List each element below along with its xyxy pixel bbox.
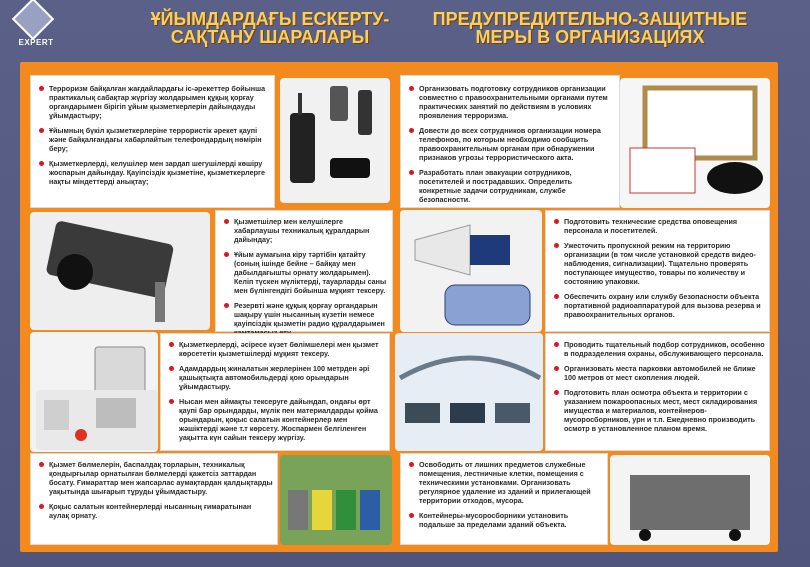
ru-item-2-1: Подготовить технические средства оповещения персонала и посетителей. [554,217,765,235]
kz-item-3-3: Нысан мен аймақты тексеруге дайындап, ондағы өрт қаупі бар орындарды, мүлік пен материалдарды қойма орындарын, қоқыс салатын контейнерлер мен жәшіктерді және т.т көрсету. Жоспармен белгіленген уақытта күн сайын тексеру жүргізу. [169,397,385,442]
kz-item-3-2: Адамдардың жиналатын жерлерінен 100 метрден әрі қашықтықта автомобильдерді қою орындарын ұйымдастыру. [169,364,385,391]
cctv-camera-illustration [30,212,210,330]
plan-frame-illustration [620,78,770,208]
logo-text: EXPERT [18,38,54,47]
camera-icon [30,212,210,330]
frame-icon [620,78,770,208]
megaphone-icon [400,210,542,332]
ru-item-1-3: Разработать план эвакуации сотрудников, посетителей и пострадавших. Определить конкретные задачи сотрудникам, службе безопасности. [409,168,615,204]
ru-item-4-1: Освободить от лишних предметов служебные помещения, лестничные клетки, помещения с техническими установками. Организовать регулярное удаление из зданий и прилегающей территории отходов, мусора. [409,460,603,505]
kz-item-2-3: Резервті және құқық қорғау органдарын шақыру үшін нысанның күзетін немесе қауіпсіздік қызметін радио құралдарымен [224,301,387,337]
ru-item-4-2: Контейнеры-мусоросборники установить подальше за пределами зданий объекта. [409,511,603,529]
kz-item-1-3: Қызметкерлерді, келушілер мен зардап шегушілерді көшіру жоспарын дайындау. Қауіпсіздік қызметіне, қызметкерлерге нақты міндеттерді анықтау; [39,159,269,186]
kz-panel-4 [30,453,278,545]
expert-logo [14,4,54,50]
kz-item-2-1: Қызметшілер мен келушілерге хабарлаушы техникалық құралдарын дайындау; [224,217,387,244]
kz-item-1-1: Терроризм байқалған жағдайлардағы іс-әрекеттер бойынша практикалық сабақтар жүргізу жолдарымен құқық қорғау органдарымен бірігіп ұйым қызметкерлерін дайындауды ұйымдастыру; [39,84,269,120]
alarm-devices-illustration [36,390,158,450]
kz-item-4-1: Қызмет бөлмелерін, баспалдақ торларын, техникалық қондырғылар орнатылған бөлмелерді қажетсіз заттардан босату. Ғимараттар мен жапсарлас аумақтардан қалдықтарды уақытында шығарып тұруды ұйымдастыру. [39,460,273,496]
dumpster-illustration [610,455,770,545]
ru-item-2-3: Обеспечить охрану или службу безопасности объекта портативной радиоаппаратурой для вызова резерва и правоохранительных органов. [554,292,765,319]
megaphone-illustration [400,210,542,332]
walkie-talkie-icon [280,78,390,203]
ru-item-1-2: Довести до всех сотрудников организации номера телефонов, по которым необходимо сообщить правоохранительным органам при обнаружении признаков угрозы террористического акта. [409,126,615,162]
kz-panel-1 [30,75,275,208]
carport-icon [395,333,543,451]
kz-item-3-1: Қызметкерлерді, әсіресе күзет бөлімшелері мен қызмет көрсететін қызметшілерді мұқият тексеру. [169,340,385,358]
ru-item-3-3: Подготовить план осмотра объекта и территории с указанием пожароопасных мест, мест складирования имущества и материалов, контейнеров-мусоросборников, урн и т.п. Ежедневно производить осмотр в установленное планом время. [554,388,765,433]
ru-panel-4 [400,453,608,545]
radio-phones-illustration [280,78,390,203]
kz-panel-3 [160,333,390,451]
bins-icon [280,455,392,545]
ru-panel-3 [545,333,770,451]
title-ru: ПРЕДУПРЕДИТЕЛЬНО-ЗАЩИТНЫЕ МЕРЫ В ОРГАНИЗАЦИЯХ [432,9,748,47]
ru-item-2-2: Ужесточить пропускной режим на территорию организации (в том числе установкой средств видео-наблюдения, сигнализации). Тщательно проверять поступающее имущество, товары по количеству и состоянию упаковки. [554,241,765,286]
title-kz: ҰЙЫМДАРДАҒЫ ЕСКЕРТУ-САҚТАНУ ШАРАЛАРЫ [150,9,390,47]
ru-panel-2 [545,210,770,332]
parking-illustration [395,333,543,451]
alarm-icon [36,390,158,450]
kz-panel-2 [215,210,393,332]
trash-bins-illustration [280,455,392,545]
kz-item-4-2: Қоқыс салатын контейнерлерді нысанның ғимаратынан аулақ орнату. [39,502,273,520]
kz-item-1-2: Ұйымның бүкіл қызметкерлеріне террористік әрекет қаупі және байқалғандағы хабарлайтын телефондардың нөмірін беру; [39,126,269,153]
dumpster-icon [610,455,770,545]
ru-panel-1 [400,75,620,208]
diamond-icon [12,0,54,40]
ru-item-3-1: Проводить тщательный подбор сотрудников, особенно в подразделения охраны, обслуживающего персонала. [554,340,765,358]
ru-item-3-2: Организовать места парковки автомобилей не ближе 100 метров от мест скопления людей. [554,364,765,382]
kz-item-2-2: Ұйым аумағына кіру тәртібін қатайту (соның ішінде бейне – байқау мен дабылдағышты орнату жолдарымен). Келіп түскен мүліктерді, тауарларды саны мен бүлінгендігі бойынша мұқият тексеру. [224,250,387,295]
ru-item-1-1: Организовать подготовку сотрудников организации совместно с правоохранительными органами путем практических занятий по действиям в условиях проявления терроризма. [409,84,615,120]
